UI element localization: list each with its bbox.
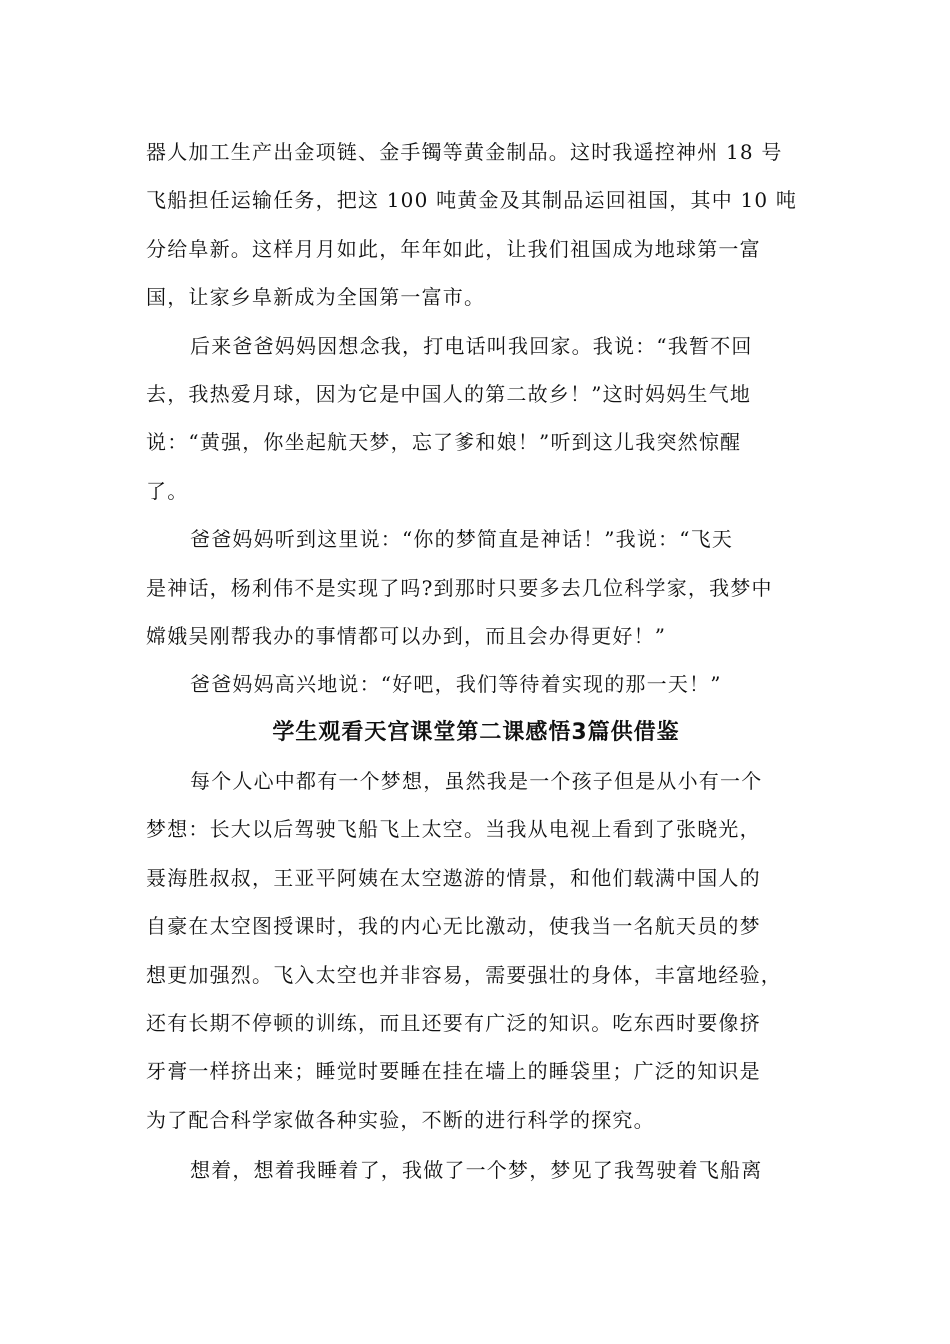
text-line: 爸爸妈妈高兴地说：“好吧，我们等待着实现的那一天！” (190, 672, 722, 697)
text-line: 后来爸爸妈妈因想念我，打电话叫我回家。我说：“我暂不回 (190, 333, 753, 358)
text-line: 是神话，杨利伟不是实现了吗?到那时只要多去几位科学家，我梦中 (146, 575, 773, 600)
text-line: 飞船担任运输任务，把这 100 吨黄金及其制品运回祖国，其中 10 吨 (146, 188, 798, 213)
document-page (146, 128, 806, 1195)
text-line: 说：“黄强，你坐起航天梦，忘了爹和娘！”听到这儿我突然惊醒 (146, 430, 742, 455)
text-line: 想着，想着我睡着了，我做了一个梦，梦见了我驾驶着飞船离 (190, 1158, 763, 1183)
text-line: 为了配合科学家做各种实验，不断的进行科学的探究。 (146, 1107, 655, 1132)
text-line: 梦想：长大以后驾驶飞船飞上太空。当我从电视上看到了张晓光， (146, 817, 761, 842)
text-line: 国，让家乡阜新成为全国第一富市。 (146, 285, 486, 310)
text-line: 牙膏一样挤出来；睡觉时要睡在挂在墙上的睡袋里；广泛的知识是 (146, 1059, 761, 1084)
text-line: 还有长期不停顿的训练，而且还要有广泛的知识。吃东西时要像挤 (146, 1010, 761, 1035)
text-line: 聂海胜叔叔，王亚平阿姨在太空遨游的情景，和他们载满中国人的 (146, 865, 761, 890)
section-title: 学生观看天宫课堂第二课感悟3篇供借鉴 (272, 719, 680, 745)
paragraph-3 (146, 515, 806, 660)
paragraph-2 (146, 322, 806, 516)
paragraph-1 (146, 128, 806, 322)
text-line: 器人加工生产出金项链、金手镯等黄金制品。这时我遥控神州 18 号 (146, 140, 783, 164)
text-line: 自豪在太空图授课时，我的内心无比激动，使我当一名航天员的梦 (146, 914, 761, 939)
text-line: 分给阜新。这样月月如此，年年如此，让我们祖国成为地球第一富 (146, 236, 761, 261)
text-line: 去，我热爱月球，因为它是中国人的第二故乡！”这时妈妈生气地 (146, 382, 752, 407)
text-line: 每个人心中都有一个梦想，虽然我是一个孩子但是从小有一个 (190, 768, 763, 793)
text-line: 嫦娥吴刚帮我办的事情都可以办到，而且会办得更好！” (146, 624, 667, 649)
paragraph-6 (146, 1146, 806, 1194)
paragraph-5 (146, 757, 806, 1144)
text-line: 爸爸妈妈听到这里说：“你的梦简直是神话！”我说：“飞天 (190, 527, 734, 552)
text-line: 了。 (146, 478, 189, 503)
text-line: 想更加强烈。飞入太空也并非容易，需要强壮的身体，丰富地经验， (146, 962, 782, 987)
paragraph-4 (146, 660, 806, 708)
